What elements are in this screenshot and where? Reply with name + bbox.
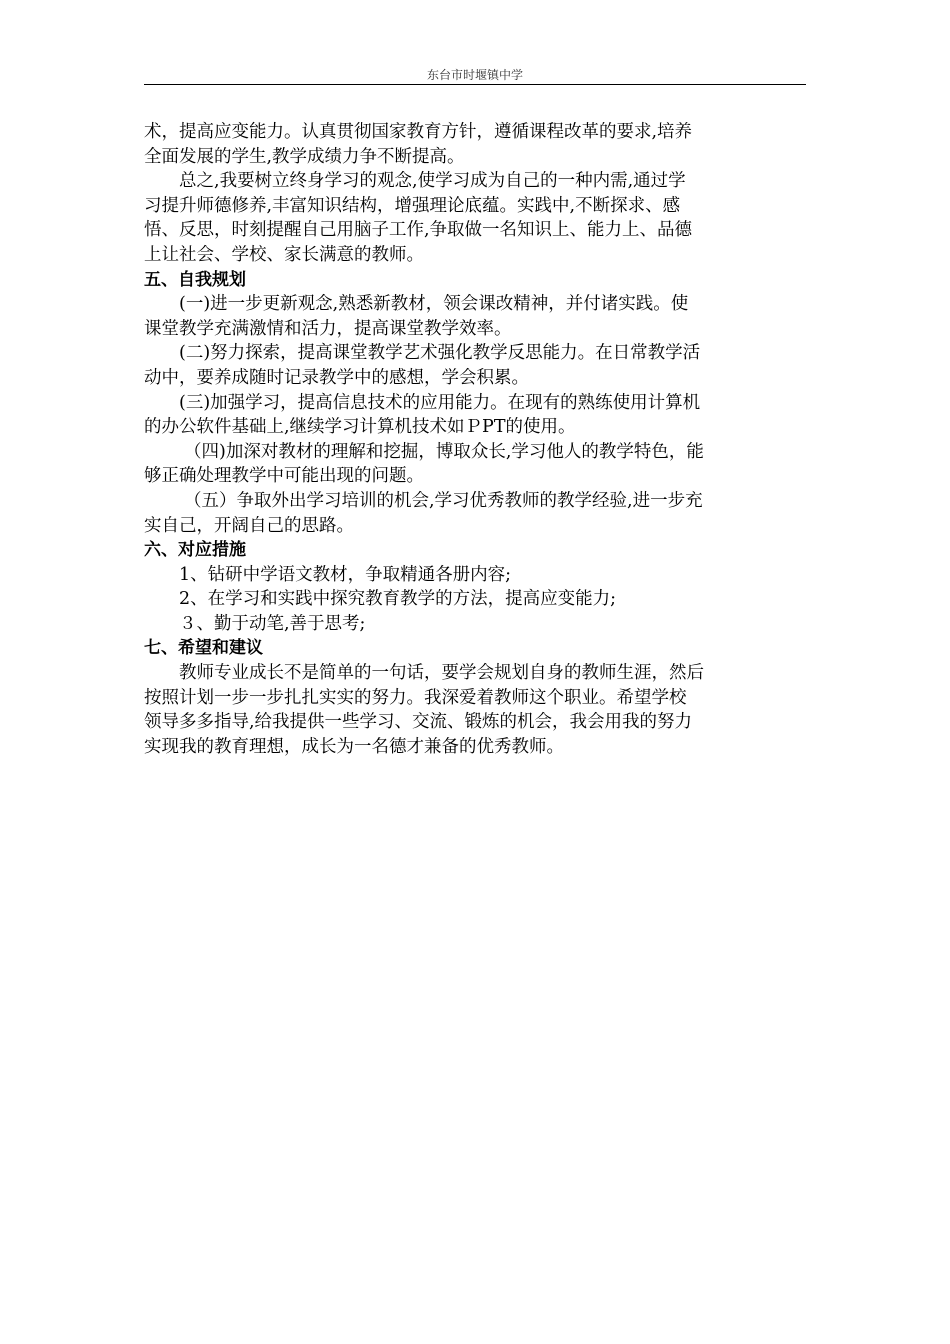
text-line: 实现我的教育理想，成长为一名德才兼备的优秀教师。 bbox=[144, 736, 564, 757]
text-line: 总之,我要树立终身学习的观念,使学习成为自己的一种内需,通过学 bbox=[179, 171, 686, 192]
text-line: (三)加强学习，提高信息技术的应用能力。在现有的熟练使用计算机 bbox=[179, 392, 701, 413]
section-heading-hopes: 七、希望和建议 bbox=[144, 638, 263, 659]
text-line: 课堂教学充满激情和活力，提高课堂教学效率。 bbox=[144, 318, 512, 339]
plan-item-3 bbox=[144, 391, 806, 440]
plan-item-1 bbox=[144, 292, 806, 341]
text-line: 的办公软件基础上,继续学习计算机技术如ＰPT的使用。 bbox=[144, 417, 576, 438]
text-line: 习提升师德修养,丰富知识结构，增强理论底蕴。实践中,不断探求、感 bbox=[144, 195, 681, 216]
text-line: 动中，要养成随时记录教学中的感想，学会积累。 bbox=[144, 367, 529, 388]
plan-item-4 bbox=[144, 440, 806, 489]
text-line: (一)进一步更新观念,熟悉新教材，领会课改精神，并付诸实践。使 bbox=[179, 294, 689, 315]
text-line: 实自己，开阔自己的思路。 bbox=[144, 515, 354, 536]
measures-list bbox=[144, 563, 806, 637]
section-heading-measures: 六、对应措施 bbox=[144, 540, 246, 561]
text-line: 悟、反思，时刻提醒自己用脑子工作,争取做一名知识上、能力上、品德 bbox=[144, 220, 693, 241]
document-body bbox=[144, 120, 806, 759]
text-line: （五）争取外出学习培训的机会,学习优秀教师的教学经验,进一步充 bbox=[184, 490, 703, 511]
plan-item-2 bbox=[144, 341, 806, 390]
intro-paragraph bbox=[144, 120, 806, 169]
text-line: 上让社会、学校、家长满意的教师。 bbox=[144, 244, 424, 265]
text-line: （四)加深对教材的理解和挖掘，博取众长,学习他人的教学特色，能 bbox=[184, 441, 704, 462]
text-line: 按照计划一步一步扎扎实实的努力。我深爱着教师这个职业。希望学校 bbox=[144, 687, 687, 708]
list-item: 2、在学习和实践中探究教育教学的方法，提高应变能力; bbox=[179, 589, 617, 610]
summary-paragraph bbox=[144, 169, 806, 267]
text-line: 全面发展的学生,教学成绩力争不断提高。 bbox=[144, 146, 465, 167]
page-header-title: 东台市时堰镇中学 bbox=[426, 68, 523, 82]
text-line: 术，提高应变能力。认真贯彻国家教育方针，遵循课程改革的要求,培养 bbox=[144, 122, 693, 142]
text-line: 够正确处理教学中可能出现的问题。 bbox=[144, 466, 424, 487]
plan-item-5 bbox=[144, 489, 806, 538]
text-line: 教师专业成长不是简单的一句话，要学会规划自身的教师生涯，然后 bbox=[179, 663, 704, 684]
text-line: (二)努力探索，提高课堂教学艺术强化教学反思能力。在日常教学活 bbox=[179, 343, 701, 364]
hopes-paragraph bbox=[144, 661, 806, 759]
section-heading-self-plan: 五、自我规划 bbox=[144, 269, 246, 290]
header-divider bbox=[144, 84, 806, 85]
list-item: 1、钻研中学语文教材，争取精通各册内容; bbox=[179, 564, 512, 585]
text-line: 领导多多指导,给我提供一些学习、交流、锻炼的机会，我会用我的努力 bbox=[144, 712, 693, 733]
list-item: ３、勤于动笔,善于思考; bbox=[179, 613, 366, 634]
